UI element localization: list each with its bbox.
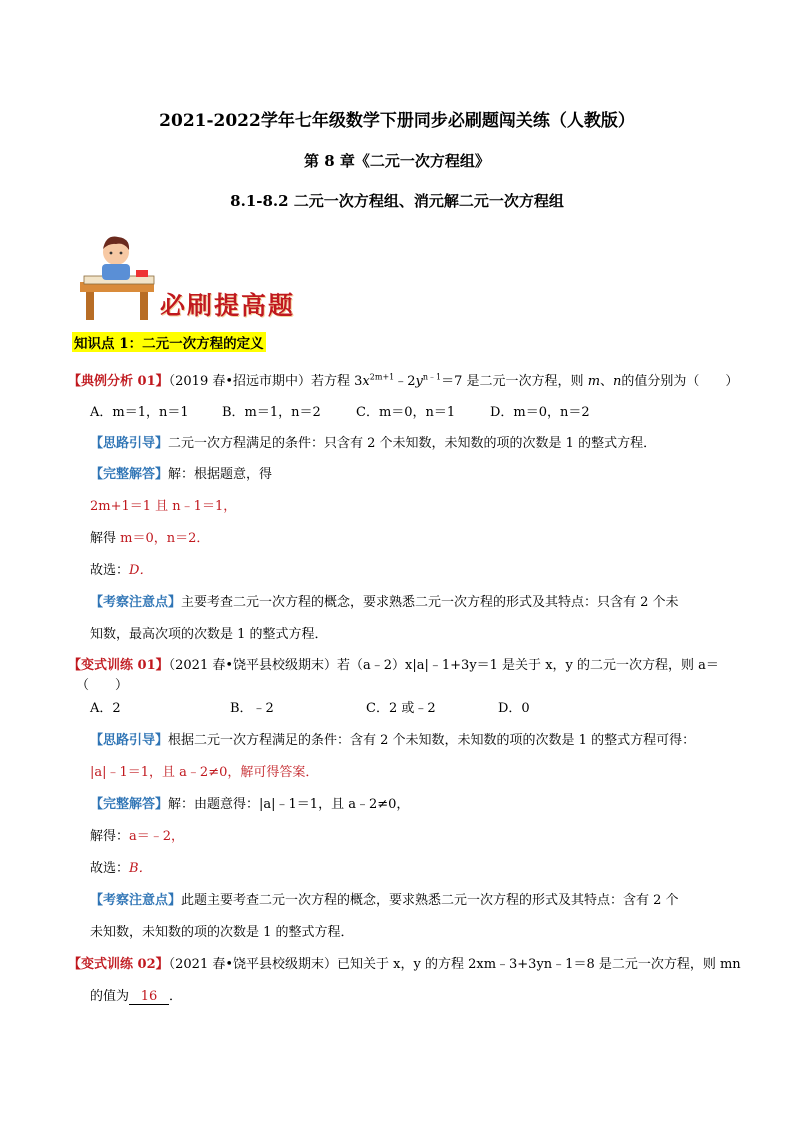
note-text: 主要考查二元一次方程的概念，要求熟悉二元一次方程的形式及其特点：只含有 2 个未 [181,595,679,610]
example1-step2 [90,527,209,546]
variant1-solution [90,793,409,812]
option-a: A．m＝1，n＝1 [90,405,189,420]
hint-tag: 【思路引导】 [90,436,169,451]
note-tag: 【考察注意点】 [90,595,182,610]
option-b: B．﹣2 [230,701,274,716]
example1-stem-c: 的值分别为（ ） [621,374,739,389]
variant1-step [90,825,184,844]
example1-answer [90,559,152,578]
hint-tag: 【思路引导】 [90,733,169,748]
option-c: C．m＝0，n＝1 [356,405,456,420]
example1-solution [90,463,272,482]
section-title: 8.1-8.2 二元一次方程组、消元解二元一次方程组 [230,192,564,210]
variant1-note-line1 [90,889,679,908]
solution-text: 解：由题意得：|a|﹣1＝1，且 a﹣2≠0， [168,797,410,812]
example1-tag: 【典例分析 01】 [68,374,169,389]
knowledge-point-heading: 知识点 1：二元一次方程的定义 [72,332,266,352]
example1-stem-b: 是二元一次方程，则 [466,374,584,389]
example1-source: （2019 春•招远市期中） [168,374,312,389]
answer-label: 故选： [90,563,130,578]
variant2-stem-text: 已知关于 x，y 的方程 2xm﹣3+3yn﹣1＝8 是二元一次方程，则 mn [337,957,741,972]
note-text: 此题主要考查二元一次方程的概念，要求熟悉二元一次方程的形式及其特点：含有 2 个 [181,893,679,908]
answer-value: D． [129,563,153,578]
document-title: 2021-2022学年七年级数学下册同步必刷题闯关练（人教版） [159,111,635,131]
variant1-note-line2: 未知数，未知数的项的次数是 1 的整式方程． [90,925,354,940]
example1-stem: 【典例分析 01】（2019 春•招远市期中）若方程 $3x^{2m+1}﹣2y^{n﹣1}=7$ 是二元一次方程，则 m、n的值分别为（ ） [68,372,739,389]
chapter-title: 第 8 章《二元一次方程组》 [304,152,490,170]
variant1-stem-tail: （ ） [76,678,129,693]
variant2-answer-line [90,985,182,1005]
answer-blank: 16 [129,989,169,1005]
variant1-hint-line2: |a|﹣1＝1，且 a﹣2≠0，解可得答案． [90,765,319,780]
option-a: A．2 [90,701,121,716]
option-d: D．m＝0，n＝2 [490,405,590,420]
variant1-stem-text: 若（a﹣2）x|a|﹣1+3y＝1 是关于 x，y 的二元一次方程，则 a＝ [337,658,719,673]
banner-title: 必刷提高题 [160,291,296,320]
option-c: C．2 或﹣2 [366,701,436,716]
solution-tag: 【完整解答】 [90,797,169,812]
example1-note-line1 [90,591,679,610]
option-b: B．m＝1，n＝2 [222,405,321,420]
answer-value: B． [129,861,152,876]
example1-note-line2: 知数，最高次项的次数是 1 的整式方程． [90,627,328,642]
solution-intro: 解：根据题意，得 [168,467,273,482]
example1-hint [90,432,656,451]
answer-label: 故选： [90,861,130,876]
variant1-tag: 【变式训练 01】 [68,658,169,673]
step-value: a＝﹣2， [129,829,185,844]
example1-step1: 2m+1＝1 且 n﹣1＝1， [90,499,237,514]
hint-text: 根据二元一次方程满足的条件：含有 2 个未知数，未知数的项的次数是 1 的整式方程可得： [168,733,696,748]
variant1-source: （2021 春•饶平县校级期末） [168,658,338,673]
example1-options [90,401,590,420]
variant1-stem [68,654,719,673]
option-d: D．0 [498,701,530,716]
answer-label: 的值为 [90,989,130,1004]
answer-end: ． [169,989,183,1004]
step2-value: m＝0，n＝2． [120,531,210,546]
variant2-source: （2021 春•饶平县校级期末） [168,957,338,972]
variant2-tag: 【变式训练 02】 [68,957,169,972]
example1-stem-a: 若方程 3 [311,374,363,389]
hint-text: 二元一次方程满足的条件：只含有 2 个未知数，未知数的项的次数是 1 的整式方程． [168,436,657,451]
variant2-stem [68,953,741,972]
variant1-answer [90,857,152,876]
step2-label: 解得 [90,531,121,546]
variant1-options [90,697,530,716]
step-label: 解得： [90,829,130,844]
variant1-hint-line1 [90,729,695,748]
solution-tag: 【完整解答】 [90,467,169,482]
note-tag: 【考察注意点】 [90,893,182,908]
